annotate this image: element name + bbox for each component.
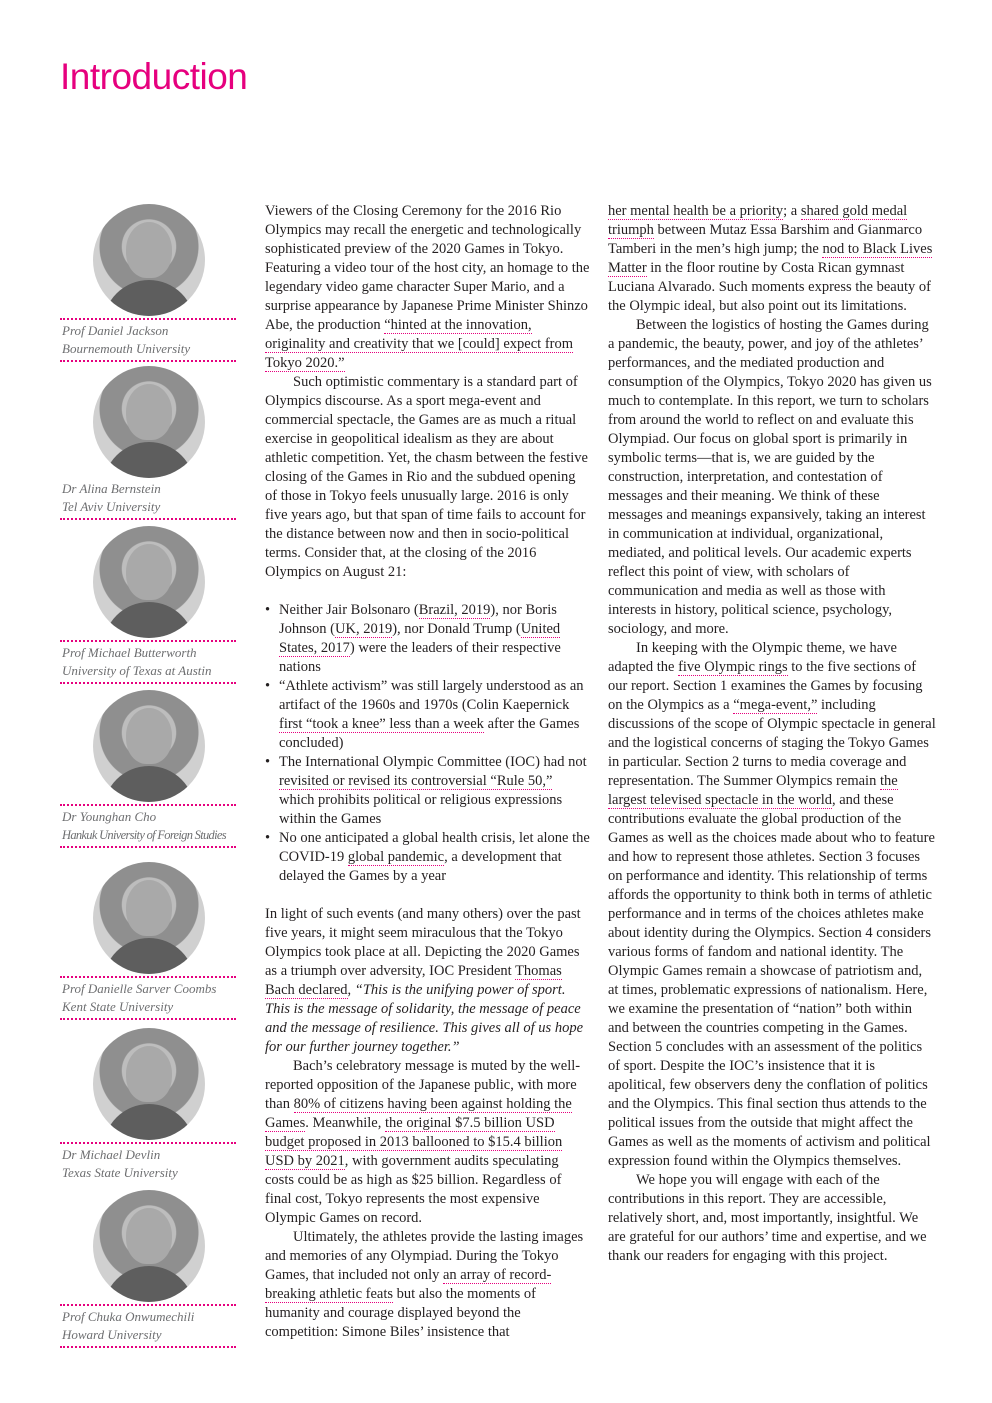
- paragraph: her mental health be a priority; a shared gold medal triumph between Mutaz Essa Barshim and Gianmarco Tamberi in the men’s high jump; the nod to Black Lives Matter in the floor routine by Costa Rican gymnast Luciana Alvarado. Such moments express the beauty of the Olympic ideal, but also point out its limitations.: [608, 203, 933, 314]
- link-shared-gold[interactable]: shared gold medal triumph: [608, 203, 908, 238]
- paragraph: Such optimistic commentary is a standard part of Olympics discourse. As a sport mega-event and commercial spectacle, the Games are as much a ritual exercise in geopolitical idealism as they are about athletic competition. Yet, the chasm between the festive closing of the Games in Rio and the subdued opening of those in Tokyo feels unusually large. 2016 is only five years ago, but that span of time fails to account for the distance between now and then in socio-political terms. Consider that, at the closing of the 2016 Olympics on August 21:: [265, 374, 588, 580]
- author-card: [60, 1028, 250, 1182]
- author-name: Prof Michael Butterworth: [62, 645, 197, 660]
- author-photo: [93, 204, 205, 316]
- paragraph: Between the logistics of hosting the Games during a pandemic, the beauty, power, and joy of the athletes’ performances, and the mediated production and consumption of the Olympics, Tokyo 2020 has given us much to contemplate. In this report, we turn to scholars from around the world to reflect on and evaluate this Olympiad. Our focus on global sport is primarily in symbolic terms—that is, we are guided by the construction, interpretation, and contestation of messages and their meaning. We think of these messages and meanings expansively, taking an interest in communication at individual, organizational, mediated, and political levels. Our academic experts reflect this point of view, with scholars of communication and media as well as those with interests in history, political science, psychology, sociology, and more.: [608, 317, 932, 637]
- author-photo: [93, 690, 205, 802]
- list-item: • The International Olympic Committee (IOC) had not revisited or revised its controversial “Rule 50,” which prohibits political or religious expressions within the Games: [265, 753, 591, 829]
- divider: [60, 318, 236, 320]
- link-black-lives-matter[interactable]: nod to Black Lives Matter: [608, 241, 933, 276]
- link-opposition-poll[interactable]: 80% of citizens having been against holding the Games: [265, 1096, 572, 1131]
- author-card: [60, 366, 250, 520]
- paragraph: Bach’s celebratory message is muted by the well-reported opposition of the Japanese public, with more than 80% of citizens having been against holding the Games. Meanwhile, the original $7.5 billion USD budget proposed in 2013 ballooned to $15.4 billion USD by 2021, with government audits speculating costs could be as high as $25 billion. Regardless of final cost, Tokyo represents the most expensive Olympic Games on record.: [265, 1058, 581, 1226]
- paragraph: In light of such events (and many others) over the past five years, it might seem miraculous that the Tokyo Olympics took place at all. Depicting the 2020 Games as a triumph over adversity, IOC President Thomas Bach declared, “This is the unifying power of sport. This is the message of solidarity, the message of peace and the message of resilience. This gives all of us hope for our further journey together.”: [265, 906, 584, 1055]
- link-televised-spectacle[interactable]: the largest televised spectacle in the world: [608, 773, 898, 808]
- link-mega-event[interactable]: “mega-event,”: [733, 697, 818, 713]
- list-item: • No one anticipated a global health crisis, let alone the COVID-19 global pandemic, a development that delayed the Games by a year: [265, 829, 591, 886]
- author-affiliation: Tel Aviv University: [62, 499, 161, 514]
- link-took-a-knee[interactable]: first “took a knee” less than a week: [279, 716, 484, 732]
- author-affiliation: Hankuk University of Foreign Studies: [62, 828, 226, 842]
- body-column-right: [608, 202, 936, 1266]
- author-name: Prof Chuka Onwumechili: [62, 1309, 195, 1324]
- link-united-states[interactable]: United States, 2017: [279, 621, 561, 656]
- link-mental-health[interactable]: her mental health be a priority: [608, 203, 784, 219]
- author-photo: [93, 366, 205, 478]
- link-record-feats[interactable]: an array of record-breaking athletic feats: [265, 1267, 552, 1302]
- divider: [60, 1304, 236, 1306]
- bullet-list: [265, 601, 591, 886]
- divider: [60, 640, 236, 642]
- paragraph: In keeping with the Olympic theme, we have adapted the five Olympic rings to the five sections of our report. Section 1 examines the Games by focusing on the Olympics as a “mega-event,” including discussions of the scope of Olympic spectacle in general and the logistical concerns of staging the Tokyo Games in particular. Section 2 turns to media coverage and representation. The Summer Olympics remain the largest televised spectacle in the world, and these contributions evaluate the global production of the Games as well as the choices made about who to feature and how to represent those athletes. Section 3 focuses on performance and identity. This relationship of terms affords the opportunity to think both in terms of athletic performance and in terms of the choices athletes make about identity during the Olympics. Section 4 considers various forms of fandom and national identity. The Olympic Games remain a showcase of patriotism and, at times, problematic expressions of nationalism. Here, we examine the presentation of “nation” both within and between the countries competing in the Games. Section 5 concludes with an assessment of the politics of sport. Despite the IOC’s insistence that it is apolitical, few observers deny the conflation of politics and the Olympics. This final section thus attends to the political issues from the outside that might affect the Games as well as the moments of activism and political expression found within the Olympics themselves.: [608, 640, 936, 1169]
- divider: [60, 1018, 236, 1020]
- page-title: Introduction: [60, 56, 248, 97]
- link-uk[interactable]: UK, 2019: [335, 621, 393, 637]
- paragraph: Ultimately, the athletes provide the lasting images and memories of any Olympiad. During the Tokyo Games, that included not only an array of record-breaking athletic feats but also the moments of humanity and courage displayed beyond the competition: Simone Biles’ insistence that: [265, 1229, 584, 1340]
- link-tokyo-preview[interactable]: “hinted at the innovation, originality and creativity that we [could] expect from Tokyo 2020.”: [265, 317, 574, 371]
- author-affiliation: University of Texas at Austin: [62, 663, 212, 678]
- author-card: [60, 690, 250, 848]
- author-photo: [93, 1028, 205, 1140]
- list-item: • “Athlete activism” was still largely understood as an artifact of the 1960s and 1970s (Colin Kaepernick first “took a knee” less than a week after the Games concluded): [265, 677, 591, 753]
- divider: [60, 976, 236, 978]
- divider: [60, 1346, 236, 1348]
- divider: [60, 682, 236, 684]
- author-name: Prof Daniel Jackson: [62, 323, 169, 338]
- paragraph: We hope you will engage with each of the contributions in this report. They are accessible, relatively short, and, most importantly, insightful. We are grateful for our authors’ time and expertise, and we thank our readers for engaging with this project.: [608, 1172, 927, 1264]
- divider: [60, 804, 236, 806]
- list-item: • Neither Jair Bolsonaro (Brazil, 2019), nor Boris Johnson (UK, 2019), nor Donald Trump (United States, 2017) were the leaders of their respective nations: [265, 601, 591, 677]
- link-brazil[interactable]: Brazil, 2019: [418, 602, 491, 618]
- author-affiliation: Texas State University: [62, 1165, 178, 1180]
- link-global-pandemic[interactable]: global pandemic: [347, 849, 445, 865]
- divider: [60, 1142, 236, 1144]
- divider: [60, 518, 236, 520]
- paragraph: Viewers of the Closing Ceremony for the 2016 Rio Olympics may recall the energetic and technologically sophisticated preview of the 2020 Games in Tokyo. Featuring a video tour of the host city, an homage to the legendary video game character Super Mario, and a surprise appearance by Japanese Prime Minister Shinzo Abe, the production “hinted at the innovation, originality and creativity that we [could] expect from Tokyo 2020.”: [265, 203, 590, 371]
- author-card: [60, 1190, 250, 1348]
- author-name: Prof Danielle Sarver Coombs: [62, 981, 217, 996]
- link-rule-50[interactable]: revisited or revised its controversial “Rule 50,”: [279, 773, 553, 789]
- author-card: [60, 204, 250, 362]
- divider: [60, 846, 236, 848]
- link-olympic-rings[interactable]: five Olympic rings: [678, 659, 788, 675]
- author-affiliation: Kent State University: [62, 999, 174, 1014]
- author-affiliation: Howard University: [62, 1327, 162, 1342]
- author-name: Dr Michael Devlin: [62, 1147, 161, 1162]
- author-card: [60, 862, 250, 1020]
- author-name: Dr Younghan Cho: [62, 809, 157, 824]
- author-card: [60, 526, 250, 684]
- author-photo: [93, 862, 205, 974]
- author-name: Dr Alina Bernstein: [62, 481, 161, 496]
- body-column-left: [265, 202, 591, 1342]
- link-budget[interactable]: the original $7.5 billion USD budget proposed in 2013 ballooned to $15.4 billion USD by 2021: [265, 1115, 563, 1169]
- author-photo: [93, 1190, 205, 1302]
- divider: [60, 360, 236, 362]
- quote: “This is the unifying power of sport. This is the message of solidarity, the message of peace and the message of resilience. This gives all of us hope for our further journey together.”: [265, 982, 584, 1055]
- author-affiliation: Bournemouth University: [62, 341, 191, 356]
- author-photo: [93, 526, 205, 638]
- link-bach-declared[interactable]: Thomas Bach declared: [265, 963, 562, 998]
